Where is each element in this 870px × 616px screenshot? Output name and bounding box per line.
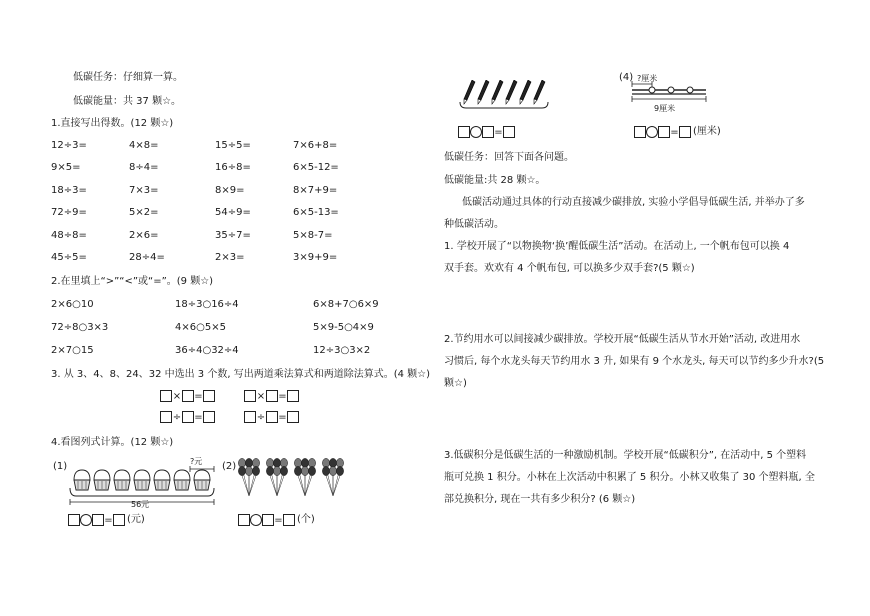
answer-box[interactable] bbox=[458, 126, 470, 138]
pen-icon bbox=[492, 80, 503, 100]
balloon-icon bbox=[245, 466, 252, 475]
r-p4-label: (4) bbox=[619, 72, 634, 83]
answer-box[interactable] bbox=[634, 126, 646, 138]
q1-item: 8×7+9= bbox=[293, 185, 338, 196]
answer-box[interactable] bbox=[679, 126, 691, 138]
answer-box[interactable] bbox=[244, 411, 256, 423]
balloon-icon bbox=[305, 476, 312, 496]
pens-illustration bbox=[456, 80, 556, 114]
div-sign: ÷ bbox=[172, 411, 182, 423]
q1-item: 6×5-12= bbox=[293, 162, 339, 173]
balloon-icon bbox=[294, 466, 301, 475]
q2-item: 72÷8○3×3 bbox=[51, 322, 109, 333]
operator-circle[interactable] bbox=[646, 126, 658, 138]
answer-box[interactable] bbox=[287, 411, 299, 423]
q1-item: 3×9+9= bbox=[293, 252, 338, 263]
q1-item: 48÷8= bbox=[51, 230, 87, 241]
cupcake-icon bbox=[194, 470, 210, 480]
q3-div-eq-1 bbox=[160, 411, 215, 423]
q4-p2-equation bbox=[238, 514, 315, 526]
rq3-line-3: 部兑换积分, 现在一共有多少积分? (6 颗☆) bbox=[444, 494, 636, 505]
answer-box[interactable] bbox=[182, 411, 194, 423]
q3-div-eq-2 bbox=[244, 411, 299, 423]
answer-box[interactable] bbox=[244, 390, 256, 402]
q1-item: 7×6+8= bbox=[293, 140, 338, 151]
q2-item: 2×6○10 bbox=[51, 299, 94, 310]
pen-icon bbox=[464, 99, 467, 104]
q1-item: 7×3= bbox=[129, 185, 159, 196]
equals-sign: = bbox=[278, 390, 287, 402]
q1-title: 1.直接写出得数。(12 颗☆) bbox=[51, 118, 174, 129]
balloon-icon bbox=[329, 466, 336, 475]
pen-icon bbox=[478, 80, 489, 100]
balloon-icon bbox=[333, 476, 340, 496]
cupcake-icon bbox=[134, 470, 150, 480]
q2-item: 12÷3○3×2 bbox=[313, 345, 371, 356]
pen-icon bbox=[464, 80, 475, 100]
pen-icon bbox=[492, 99, 495, 104]
cupcake-icon bbox=[94, 470, 110, 480]
rq3-line-1: 3.低碳积分是低碳生活的一种激励机制。学校开展“低碳积分”, 在活动中, 5 个塑料 bbox=[444, 450, 807, 461]
answer-box[interactable] bbox=[92, 514, 104, 526]
balloon-icon bbox=[326, 476, 333, 496]
balloon-icon bbox=[273, 466, 280, 475]
mult-sign: × bbox=[172, 390, 182, 402]
balloon-icon bbox=[298, 476, 305, 496]
rq1-line-2: 双手套。欢欢有 4 个帆布包, 可以换多少双手套?(5 颗☆) bbox=[444, 263, 695, 274]
answer-box[interactable] bbox=[113, 514, 125, 526]
q4-p2-label: (2) bbox=[222, 461, 237, 472]
q1-item: 35÷7= bbox=[215, 230, 251, 241]
balloon-icon bbox=[242, 476, 249, 496]
answer-box[interactable] bbox=[266, 411, 278, 423]
balloon-icon bbox=[336, 466, 343, 475]
q4-p1-equation bbox=[68, 514, 145, 526]
pen-icon bbox=[520, 80, 531, 100]
equals-sign: = bbox=[194, 390, 203, 402]
pen-icon bbox=[534, 80, 545, 100]
q2-item: 6×8+7○6×9 bbox=[313, 299, 379, 310]
q1-item: 12÷3= bbox=[51, 140, 87, 151]
mult-sign: × bbox=[256, 390, 266, 402]
q2-item: 5×9-5○4×9 bbox=[313, 322, 374, 333]
q4-p1-label: (1) bbox=[53, 461, 68, 472]
balloon-icon bbox=[277, 476, 284, 496]
equals-sign: = bbox=[194, 411, 203, 423]
right-task-line: 低碳任务：回答下面各问题。 bbox=[444, 152, 574, 163]
r-p4-equation bbox=[634, 126, 721, 138]
cupcake-icon bbox=[154, 470, 170, 480]
q2-item: 36÷4○32÷4 bbox=[175, 345, 239, 356]
q1-item: 8×9= bbox=[215, 185, 245, 196]
balloon-icon bbox=[322, 466, 329, 475]
equals-sign: = bbox=[274, 514, 283, 526]
answer-box[interactable] bbox=[203, 411, 215, 423]
unit-label: (元) bbox=[127, 514, 145, 525]
unit-label: (个) bbox=[297, 514, 315, 525]
answer-box[interactable] bbox=[203, 390, 215, 402]
q1-item: 5×2= bbox=[129, 207, 159, 218]
q1-item: 4×8= bbox=[129, 140, 159, 151]
pen-icon bbox=[506, 80, 517, 100]
answer-box[interactable] bbox=[182, 390, 194, 402]
balloon-icon bbox=[266, 466, 273, 475]
answer-box[interactable] bbox=[160, 390, 172, 402]
answer-box[interactable] bbox=[503, 126, 515, 138]
pen-icon bbox=[506, 99, 509, 104]
r-p4-top-label: ?厘米 bbox=[637, 74, 658, 83]
q1-item: 8÷4= bbox=[129, 162, 159, 173]
rq2-line-3: 颗☆) bbox=[444, 378, 467, 389]
intro-line-2: 种低碳活动。 bbox=[444, 219, 504, 230]
q1-item: 2×3= bbox=[215, 252, 245, 263]
q1-item: 54÷9= bbox=[215, 207, 251, 218]
answer-box[interactable] bbox=[266, 390, 278, 402]
operator-circle[interactable] bbox=[80, 514, 92, 526]
q3-mult-eq-2 bbox=[244, 390, 299, 402]
operator-circle[interactable] bbox=[250, 514, 262, 526]
balloons-illustration bbox=[236, 456, 356, 500]
q1-item: 6×5-13= bbox=[293, 207, 339, 218]
answer-box[interactable] bbox=[68, 514, 80, 526]
r-p3-equation bbox=[458, 126, 517, 138]
operator-circle[interactable] bbox=[470, 126, 482, 138]
balloon-icon bbox=[308, 466, 315, 475]
q3-mult-eq-1 bbox=[160, 390, 215, 402]
q1-item: 45÷5= bbox=[51, 252, 87, 263]
q2-item: 4×6○5×5 bbox=[175, 322, 226, 333]
rq2-line-2: 习惯后, 每个水龙头每天节约用水 3 升, 如果有 9 个水龙头, 每天可以节约多少升水?(5 bbox=[444, 356, 825, 367]
answer-box[interactable] bbox=[658, 126, 670, 138]
q1-item: 5×8-7= bbox=[293, 230, 333, 241]
q1-item: 16÷8= bbox=[215, 162, 251, 173]
answer-box[interactable] bbox=[482, 126, 494, 138]
q1-item: 28÷4= bbox=[129, 252, 165, 263]
unit-label: (厘米) bbox=[693, 126, 721, 137]
answer-box[interactable] bbox=[238, 514, 250, 526]
left-task-line: 低碳任务：仔细算一算。 bbox=[73, 72, 183, 83]
rq2-line-1: 2.节约用水可以间接减少碳排放。学校开展“低碳生活从节水开始”活动, 改进用水 bbox=[444, 334, 801, 345]
q2-item: 2×7○15 bbox=[51, 345, 94, 356]
balloon-icon bbox=[280, 466, 287, 475]
equals-sign: = bbox=[494, 126, 503, 138]
q1-item: 72÷9= bbox=[51, 207, 87, 218]
q1-item: 15÷5= bbox=[215, 140, 251, 151]
left-energy-line: 低碳能量：共 37 颗☆。 bbox=[73, 96, 182, 107]
cupcake-icon bbox=[174, 470, 190, 480]
answer-box[interactable] bbox=[287, 390, 299, 402]
equals-sign: = bbox=[278, 411, 287, 423]
q2-item: 18÷3○16÷4 bbox=[175, 299, 239, 310]
balloon-icon bbox=[249, 476, 256, 496]
pen-icon bbox=[478, 99, 481, 104]
answer-box[interactable] bbox=[283, 514, 295, 526]
answer-box[interactable] bbox=[160, 411, 172, 423]
q1-item: 9×5= bbox=[51, 162, 81, 173]
balloon-icon bbox=[238, 466, 245, 475]
q4-title: 4.看图列式计算。(12 颗☆) bbox=[51, 437, 174, 448]
pen-icon bbox=[534, 99, 537, 104]
equals-sign: = bbox=[670, 126, 679, 138]
q4-p1-total-label: 56元 bbox=[131, 500, 150, 509]
pen-icon bbox=[520, 99, 523, 104]
balloon-icon bbox=[301, 466, 308, 475]
equals-sign: = bbox=[104, 514, 113, 526]
cupcake-icon bbox=[114, 470, 130, 480]
balloon-icon bbox=[252, 466, 259, 475]
q1-item: 18÷3= bbox=[51, 185, 87, 196]
q2-title: 2.在里填上“>”“<”或“=”。(9 颗☆) bbox=[51, 276, 214, 287]
answer-box[interactable] bbox=[262, 514, 274, 526]
right-energy-line: 低碳能量:共 28 颗☆。 bbox=[444, 175, 546, 186]
rq1-line-1: 1. 学校开展了“以物换物‘换’醒低碳生活”活动。在活动上, 一个帆布包可以换 4 bbox=[444, 241, 790, 252]
q4-p1-top-label: ?元 bbox=[190, 457, 203, 466]
r-p4-bottom-label: 9厘米 bbox=[654, 104, 676, 113]
balloon-icon bbox=[270, 476, 277, 496]
q1-item: 2×6= bbox=[129, 230, 159, 241]
cupcake-icon bbox=[74, 470, 90, 480]
div-sign: ÷ bbox=[256, 411, 266, 423]
intro-line-1: 低碳活动通过具体的行动直接减少碳排放, 实验小学倡导低碳生活, 并举办了多 bbox=[462, 197, 805, 208]
rq3-line-2: 瓶可兑换 1 积分。小林在上次活动中积累了 5 积分。小林又收集了 30 个塑料瓶, 全 bbox=[444, 472, 815, 483]
q3-title: 3. 从 3、4、8、24、32 中选出 3 个数, 写出两道乘法算式和两道除法算式。(4 颗☆) bbox=[51, 369, 430, 380]
